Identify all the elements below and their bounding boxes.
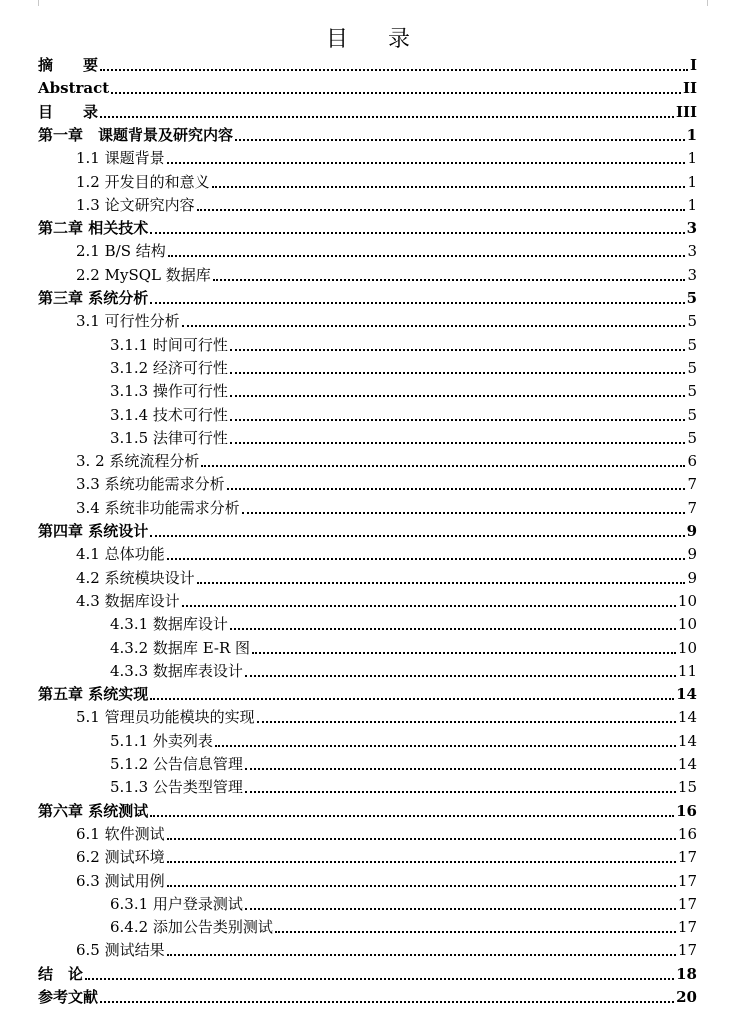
toc-entry-page-number: 17 (677, 918, 697, 937)
toc-entry-label: 4.3 数据库设计 (76, 591, 180, 610)
toc-entry-page-number: 17 (677, 894, 697, 913)
toc-entry-page-number: 1 (687, 172, 697, 191)
toc-entry-page-number: II (682, 79, 697, 98)
crop-mark-right (707, 0, 722, 6)
toc-entry-page-number: 17 (677, 848, 697, 867)
dot-leader (235, 139, 685, 141)
toc-chapter-entry[interactable] (38, 99, 697, 122)
toc-entry-page-number: 14 (677, 708, 697, 727)
dot-leader (230, 442, 686, 444)
toc-chapter-entry[interactable] (38, 961, 697, 984)
dot-leader (245, 908, 676, 910)
toc-subsection-entry[interactable] (38, 728, 697, 751)
toc-subsection-entry[interactable] (38, 332, 697, 355)
dot-leader (150, 232, 684, 234)
toc-entry-label: 2.2 MySQL 数据库 (76, 265, 211, 284)
toc-chapter-entry[interactable] (38, 122, 697, 145)
toc-entry-page-number: 7 (687, 498, 697, 517)
dot-leader (150, 698, 674, 700)
toc-entry-label: 1.2 开发目的和意义 (76, 172, 210, 191)
dot-leader (252, 652, 676, 654)
toc-chapter-entry[interactable] (38, 285, 697, 308)
toc-entry-label: 4.3.3 数据库表设计 (110, 661, 243, 680)
toc-entry-label: 4.1 总体功能 (76, 545, 165, 564)
toc-chapter-entry[interactable] (38, 518, 697, 541)
toc-section-entry[interactable] (38, 192, 697, 215)
toc-chapter-entry[interactable] (38, 215, 697, 238)
toc-entry-page-number: 9 (686, 522, 697, 540)
toc-entry-page-number: 18 (676, 964, 697, 983)
dot-leader (111, 92, 681, 94)
toc-entry-page-number: 5 (687, 312, 697, 331)
dot-leader (197, 582, 686, 584)
toc-section-entry[interactable] (38, 495, 697, 518)
toc-subsection-entry[interactable] (38, 658, 697, 681)
dot-leader (215, 745, 676, 747)
toc-subsection-entry[interactable] (38, 425, 697, 448)
toc-section-entry[interactable] (38, 448, 697, 471)
dot-leader (257, 721, 676, 723)
toc-entry-page-number: 3 (687, 265, 697, 284)
toc-entry-label: 摘 要 (38, 56, 99, 74)
toc-entry-page-number: 3 (686, 219, 697, 238)
dot-leader (150, 535, 684, 537)
toc-entry-label: 第三章 系统分析 (38, 289, 149, 307)
toc-entry-label: 3.1.1 时间可行性 (110, 335, 228, 354)
dot-leader (197, 209, 686, 211)
toc-section-entry[interactable] (38, 565, 697, 588)
toc-section-entry[interactable] (38, 868, 697, 891)
dot-leader (230, 349, 686, 351)
toc-subsection-entry[interactable] (38, 635, 697, 658)
toc-section-entry[interactable] (38, 821, 697, 844)
toc-subsection-entry[interactable] (38, 891, 697, 914)
toc-entry-page-number: 5 (687, 428, 697, 447)
toc-entry-label: 5.1 管理员功能模块的实现 (76, 708, 255, 727)
toc-entry-label: 6.4.2 添加公告类别测试 (110, 918, 273, 937)
toc-entry-page-number: 1 (687, 195, 697, 214)
toc-entry-label: 3.1.5 法律可行性 (110, 428, 228, 447)
toc-entry-page-number: 5 (687, 382, 697, 401)
dot-leader (245, 675, 676, 677)
toc-entry-page-number: 14 (677, 755, 697, 773)
toc-entry-page-number: 5 (686, 289, 697, 307)
toc-entry-page-number: 20 (676, 988, 697, 1006)
dot-leader (275, 931, 676, 933)
toc-entry-page-number: 1 (686, 125, 697, 144)
toc-section-entry[interactable] (38, 169, 697, 192)
toc-entry-label: 第二章 相关技术 (38, 219, 149, 238)
toc-entry-page-number: 16 (677, 824, 697, 843)
toc-subsection-entry[interactable] (38, 355, 697, 378)
toc-entry-label: 第一章 课题背景及研究内容 (38, 125, 234, 144)
dot-leader (230, 628, 676, 630)
dot-leader (245, 768, 676, 770)
toc-entry-page-number: 16 (676, 801, 697, 820)
toc-entry-label: 6.5 测试结果 (76, 941, 165, 960)
toc-entry-page-number: 5 (687, 405, 697, 424)
dot-leader (167, 838, 676, 840)
toc-entry-label: 6.1 软件测试 (76, 824, 165, 843)
toc-entry-page-number: 9 (687, 568, 697, 587)
dot-leader (227, 488, 686, 490)
toc-entry-page-number: 10 (677, 638, 697, 657)
dot-leader (167, 558, 686, 560)
toc-section-entry[interactable] (38, 262, 697, 285)
dot-leader (100, 116, 674, 118)
toc-section-entry[interactable] (38, 471, 697, 494)
dot-leader (168, 255, 686, 257)
toc-chapter-entry[interactable] (38, 681, 697, 704)
dot-leader (245, 791, 676, 793)
toc-entry-page-number: 11 (677, 661, 697, 680)
dot-leader (167, 162, 686, 164)
toc-entry-page-number: 5 (687, 358, 697, 377)
toc-entry-label: 第四章 系统设计 (38, 522, 149, 540)
dot-leader (167, 861, 676, 863)
toc-entry-page-number: III (675, 102, 697, 121)
toc-subsection-entry[interactable] (38, 774, 697, 797)
toc-entry-page-number: 17 (677, 871, 697, 890)
toc-entry-page-number: 9 (687, 545, 697, 564)
toc-entry-label: 参考文献 (38, 988, 99, 1006)
toc-entry-label: 结 论 (38, 964, 84, 983)
toc-entry-page-number: I (689, 56, 697, 74)
dot-leader (167, 885, 676, 887)
toc-section-entry[interactable] (38, 937, 697, 960)
dot-leader (230, 395, 686, 397)
toc-entry-page-number: 15 (677, 778, 697, 797)
toc-entry-label: Abstract (38, 79, 110, 98)
toc-subsection-entry[interactable] (38, 402, 697, 425)
toc-entry-page-number: 7 (687, 475, 697, 494)
toc-entry-label: 1.1 课题背景 (76, 149, 165, 168)
toc-entry-label: 6.3 测试用例 (76, 871, 165, 890)
toc-entry-label: 3.3 系统功能需求分析 (76, 475, 225, 494)
toc-entry-label: 5.1.1 外卖列表 (110, 731, 213, 750)
toc-subsection-entry[interactable] (38, 914, 697, 937)
toc-section-entry[interactable] (38, 704, 697, 727)
toc-entry-label: 5.1.3 公告类型管理 (110, 778, 243, 797)
toc-entry-label: 目 录 (38, 102, 99, 121)
toc-chapter-entry[interactable] (38, 52, 697, 75)
dot-leader (230, 372, 686, 374)
toc-section-entry[interactable] (38, 588, 697, 611)
toc-entry-label: 第五章 系统实现 (38, 685, 149, 704)
dot-leader (213, 279, 686, 281)
toc-chapter-entry[interactable] (38, 798, 697, 821)
dot-leader (100, 69, 688, 71)
dot-leader (242, 512, 686, 514)
toc-entry-label: 3.1.4 技术可行性 (110, 405, 228, 424)
toc-entry-label: 3.1.2 经济可行性 (110, 358, 228, 377)
toc-entry-page-number: 1 (687, 149, 697, 168)
toc-entry-page-number: 6 (687, 452, 697, 471)
dot-leader (182, 605, 676, 607)
toc-subsection-entry[interactable] (38, 611, 697, 634)
toc-entry-label: 5.1.2 公告信息管理 (110, 755, 243, 773)
toc-chapter-entry[interactable] (38, 75, 697, 98)
toc-entry-page-number: 3 (687, 242, 697, 261)
toc-entry-label: 3.1.3 操作可行性 (110, 382, 228, 401)
dot-leader (100, 1001, 674, 1003)
toc-chapter-entry[interactable] (38, 984, 697, 1007)
dot-leader (85, 978, 674, 980)
toc-entry-label: 4.3.1 数据库设计 (110, 615, 228, 634)
toc-section-entry[interactable] (38, 308, 697, 331)
page-title: 目录 (325, 27, 450, 52)
toc-entry-label: 4.2 系统模块设计 (76, 568, 195, 587)
toc-section-entry[interactable] (38, 844, 697, 867)
toc-entry-label: 4.3.2 数据库 E-R 图 (110, 638, 251, 657)
toc-subsection-entry[interactable] (38, 378, 697, 401)
dot-leader (167, 954, 676, 956)
dot-leader (182, 325, 686, 327)
toc-entry-page-number: 14 (676, 685, 697, 704)
toc-entry-label: 3. 2 系统流程分析 (76, 452, 200, 471)
dot-leader (150, 302, 684, 304)
dot-leader (150, 815, 674, 817)
toc-entry-page-number: 10 (677, 591, 697, 610)
toc-entry-label: 第六章 系统测试 (38, 801, 149, 820)
toc-section-entry[interactable] (38, 145, 697, 168)
toc-entry-label: 6.2 测试环境 (76, 848, 165, 867)
toc-entry-page-number: 5 (687, 335, 697, 354)
toc-section-entry[interactable] (38, 238, 697, 261)
crop-mark-left (24, 0, 39, 6)
toc-entry-label: 6.3.1 用户登录测试 (110, 894, 243, 913)
toc-entry-page-number: 14 (677, 731, 697, 750)
toc-entry-label: 2.1 B/S 结构 (76, 242, 166, 261)
dot-leader (201, 465, 685, 467)
toc-entry-label: 3.4 系统非功能需求分析 (76, 498, 240, 517)
dot-leader (212, 186, 686, 188)
dot-leader (230, 419, 686, 421)
toc-entry-label: 1.3 论文研究内容 (76, 195, 195, 214)
toc-entry-page-number: 17 (677, 941, 697, 960)
toc-entry-page-number: 10 (677, 615, 697, 634)
toc-subsection-entry[interactable] (38, 751, 697, 774)
toc-section-entry[interactable] (38, 541, 697, 564)
toc-entry-label: 3.1 可行性分析 (76, 312, 180, 331)
